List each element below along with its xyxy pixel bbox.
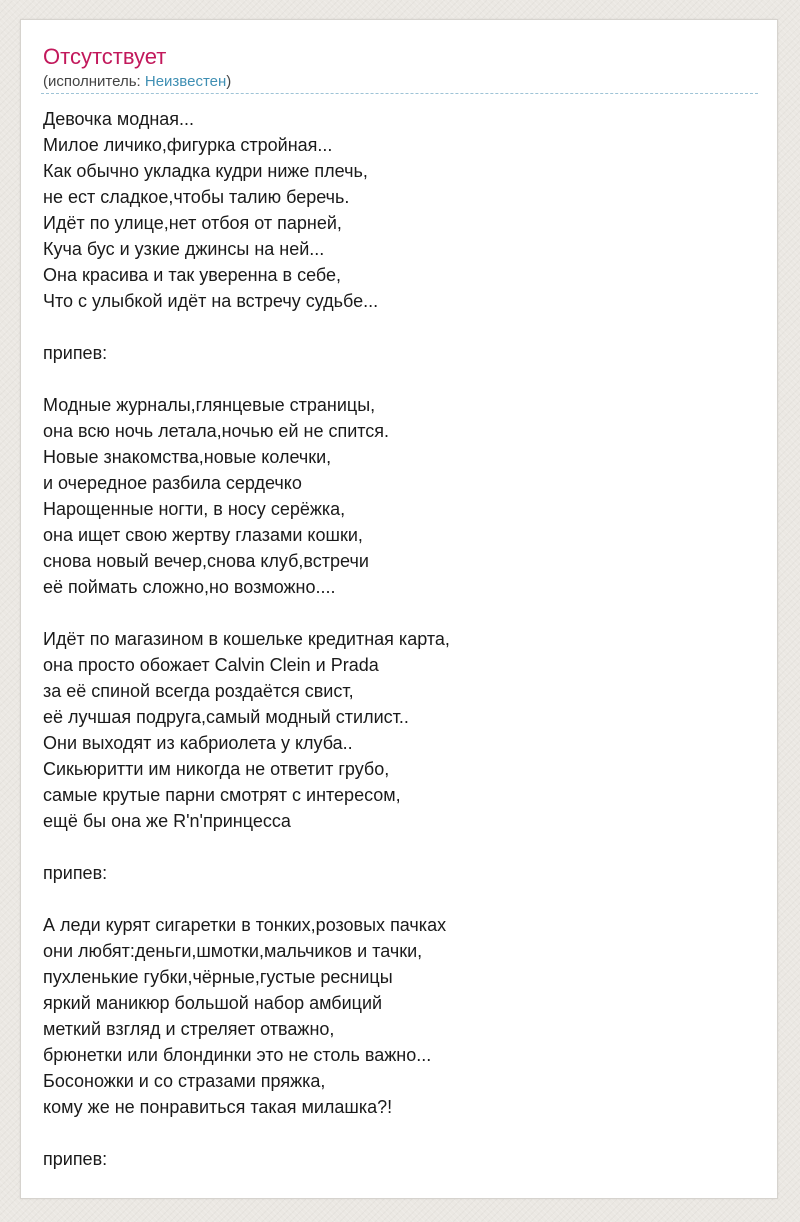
lyric-line: они любят:деньги,шмотки,мальчиков и тачки, (43, 941, 423, 961)
lyric-line: Нарощенные ногти, в носу серёжка, (43, 499, 346, 519)
performer-suffix: ) (226, 73, 232, 90)
lyric-line: припев: (43, 1149, 108, 1169)
lyric-line: Как обычно укладка кудри ниже плечь, (43, 161, 368, 181)
lyric-line: её поймать сложно,но возможно.... (43, 577, 336, 597)
lyric-line: Идёт по магазином в кошельке кредитная карта, (43, 629, 450, 649)
lyric-line: самые крутые парни смотрят с интересом, (43, 785, 401, 805)
lyric-line: Милое личико,фигурка стройная... (43, 135, 333, 155)
performer-prefix: (исполнитель: (43, 73, 145, 90)
lyric-line: Что с улыбкой идёт на встречу судьбе... (43, 291, 379, 311)
lyric-line: снова новый вечер,снова клуб,встречи (43, 551, 369, 571)
lyric-line: Она красива и так уверенна в себе, (43, 265, 342, 285)
performer-link[interactable]: Неизвестен (144, 73, 227, 90)
lyric-line: А леди курят сигаретки в тонких,розовых пачках (43, 915, 447, 935)
lyric-line: пухленькие губки,чёрные,густые ресницы (43, 967, 393, 987)
lyric-line: не ест сладкое,чтобы талию беречь. (43, 187, 350, 207)
lyric-blank-line (43, 366, 757, 392)
lyric-line: брюнетки или блондинки это не столь важно... (43, 1045, 432, 1065)
lyric-line: Куча бус и узкие джинсы на ней... (43, 239, 325, 259)
lyric-line: припев: (43, 863, 108, 883)
performer-line (43, 73, 757, 91)
lyric-line: Они выходят из кабриолета у клуба.. (43, 733, 353, 753)
lyric-blank-line (43, 600, 757, 626)
lyric-line: припев: (43, 343, 108, 363)
lyric-line: её лучшая подруга,самый модный стилист.. (43, 707, 409, 727)
lyric-line: ещё бы она же R'n'принцесса (43, 811, 291, 831)
lyric-line: Модные журналы,глянцевые страницы, (43, 395, 376, 415)
lyric-line: Сикьюритти им никогда не ответит грубо, (43, 759, 390, 779)
lyric-line: Новые знакомства,новые колечки, (43, 447, 332, 467)
lyric-blank-line (43, 834, 757, 860)
song-title: Отсутствует (43, 44, 167, 69)
lyrics-card (20, 19, 778, 1199)
lyric-line: меткий взгляд и стреляет отважно, (43, 1019, 335, 1039)
lyric-line: она просто обожает Calvin Clein и Prada (43, 655, 379, 675)
lyric-line: кому же не понравиться такая милашка?! (43, 1097, 393, 1117)
lyric-line: за её спиной всегда роздаётся свист, (43, 681, 354, 701)
lyric-blank-line (43, 314, 757, 340)
header-divider (41, 93, 758, 94)
lyric-line: Девочка модная... (43, 109, 195, 129)
lyric-line: Идёт по улице,нет отбоя от парней, (43, 213, 342, 233)
lyrics-body (43, 106, 757, 1172)
lyric-line: и очередное разбила сердечко (43, 473, 302, 493)
lyric-line: она ищет свою жертву глазами кошки, (43, 525, 363, 545)
lyric-line: яркий маникюр большой набор амбиций (43, 993, 383, 1013)
lyric-blank-line (43, 886, 757, 912)
song-header (43, 44, 757, 91)
lyric-line: Босоножки и со стразами пряжка, (43, 1071, 326, 1091)
lyric-line: она всю ночь летала,ночью ей не спится. (43, 421, 390, 441)
lyric-blank-line (43, 1120, 757, 1146)
